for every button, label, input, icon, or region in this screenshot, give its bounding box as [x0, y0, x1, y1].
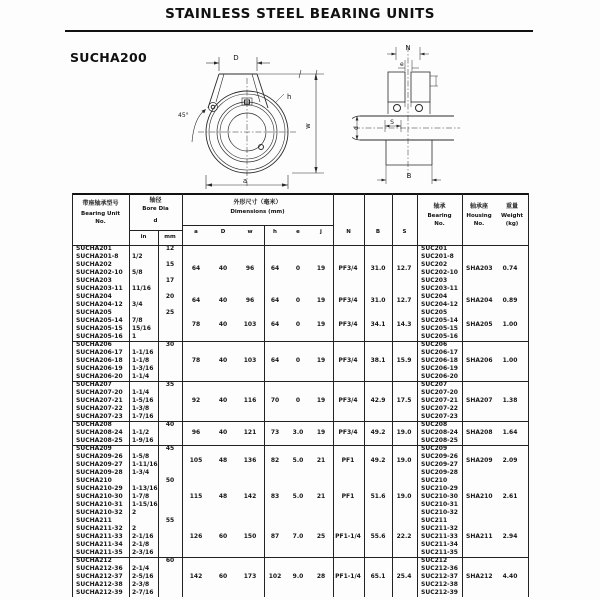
dim-e-cell: 5.0 — [292, 493, 304, 500]
group-separator-line — [72, 557, 528, 558]
bore-in-cell: 1-3/4 — [132, 469, 150, 476]
dim-a-cell: 78 — [191, 321, 201, 328]
col-header-weight-en: Weight — [501, 213, 523, 219]
col-header-bore-d: d — [153, 218, 158, 224]
unit-no-cell: SUCHA210-30 — [76, 493, 123, 500]
dim-h-cell: 64 — [270, 265, 280, 272]
bore-in-cell: 1-1/8 — [132, 357, 150, 364]
bearing-no-cell: SUC210-29 — [421, 485, 458, 492]
bore-in-cell: 1-3/16 — [132, 365, 154, 372]
dim-j-cell: 21 — [316, 457, 326, 464]
dim-a-cell: 115 — [189, 493, 203, 500]
housing-no-cell: SHA205 — [466, 321, 493, 328]
bore-mm-cell: 20 — [165, 293, 175, 300]
dim-D-cell: 40 — [218, 265, 228, 272]
unit-no-cell: SUCHA212-37 — [76, 573, 123, 580]
housing-no-cell: SHA212 — [466, 573, 493, 580]
col-header-unit-zh: 带座轴承型号 — [82, 200, 119, 207]
bearing-no-cell: SUC207-21 — [421, 397, 458, 404]
bearing-no-cell: SUC209-26 — [421, 453, 458, 460]
bore-in-cell: 1-13/16 — [132, 485, 158, 492]
bearing-no-cell: SUC205 — [421, 309, 448, 316]
dims-subheader-line — [182, 225, 333, 226]
bore-in-cell: 1-5/8 — [132, 453, 150, 460]
unit-no-cell: SUCHA201 — [76, 245, 112, 252]
bearing-no-cell: SUC206-18 — [421, 357, 458, 364]
bearing-no-cell: SUC209-27 — [421, 461, 458, 468]
dim-D-cell: 40 — [218, 321, 228, 328]
col-header-dims-en: Dimensions (mm) — [230, 209, 285, 215]
weight-cell: 1.00 — [502, 321, 518, 328]
unit-no-cell: SUCHA212 — [76, 557, 112, 564]
dim-a-cell: 64 — [191, 265, 201, 272]
dim-S-cell: 19.0 — [396, 457, 412, 464]
dim-B-cell: 55.6 — [370, 533, 386, 540]
dim-B-cell: 65.1 — [370, 573, 386, 580]
bearing-no-cell: SUC211-32 — [421, 525, 458, 532]
bore-in-cell: 11/16 — [132, 285, 151, 292]
col-header-unit-en: Bearing Unit — [81, 211, 120, 217]
bearing-no-cell: SUC203-11 — [421, 285, 458, 292]
bore-subheader-line — [129, 230, 182, 231]
dim-S-cell: 19.0 — [396, 493, 412, 500]
unit-no-cell: SUCHA207-20 — [76, 389, 123, 396]
dim-N-cell: PF1-1/4 — [335, 533, 361, 540]
bearing-no-cell: SUC203 — [421, 277, 448, 284]
dim-e-cell: 0 — [295, 357, 301, 364]
col-header-bearing-en: Bearing — [427, 213, 452, 219]
unit-no-cell: SUCHA208-24 — [76, 429, 123, 436]
bearing-no-cell: SUC207-22 — [421, 405, 458, 412]
dim-a-cell: 105 — [189, 457, 203, 464]
weight-cell: 1.38 — [502, 397, 518, 404]
bore-mm-cell: 17 — [165, 277, 175, 284]
unit-no-cell: SUCHA211-33 — [76, 533, 123, 540]
dim-h-cell: 64 — [270, 357, 280, 364]
bearing-no-cell: SUC207-23 — [421, 413, 458, 420]
bore-mm-cell: 15 — [165, 261, 175, 268]
dim-w-cell: 173 — [243, 573, 257, 580]
dim-w-cell: 142 — [243, 493, 257, 500]
dim-w-cell: 103 — [243, 357, 257, 364]
dim-j-cell: 25 — [316, 533, 326, 540]
table-body — [72, 245, 528, 597]
bore-in-cell: 1-1/4 — [132, 389, 150, 396]
dim-B-cell: 38.1 — [370, 357, 386, 364]
unit-no-cell: SUCHA212-36 — [76, 565, 123, 572]
unit-no-cell: SUCHA202-10 — [76, 269, 123, 276]
dim-N-cell: PF1-1/4 — [335, 573, 361, 580]
dim-h-cell: 83 — [270, 493, 280, 500]
bearing-no-cell: SUC206-20 — [421, 373, 458, 380]
dim-a-cell: 142 — [189, 573, 203, 580]
bearing-no-cell: SUC202 — [421, 261, 448, 268]
dim-D-cell: 48 — [218, 457, 228, 464]
bearing-no-cell: SUC204 — [421, 293, 448, 300]
unit-no-cell: SUCHA209 — [76, 445, 112, 452]
bearing-no-cell: SUC208-25 — [421, 437, 458, 444]
bore-mm-cell: 45 — [165, 445, 175, 452]
bore-in-cell: 1-3/8 — [132, 405, 150, 412]
unit-no-cell: SUCHA207-22 — [76, 405, 123, 412]
dim-label-N: N — [405, 44, 411, 52]
bearing-no-cell: SUC208-24 — [421, 429, 458, 436]
bearing-no-cell: SUC202-10 — [421, 269, 458, 276]
dim-B-cell: 31.0 — [370, 297, 386, 304]
front-view-diagram — [172, 44, 332, 194]
col-header-bearing-no: No. — [434, 221, 445, 227]
dim-w-cell: 96 — [245, 297, 255, 304]
unit-no-cell: SUCHA207 — [76, 381, 112, 388]
bore-in-cell: 2-3/8 — [132, 581, 150, 588]
bearing-no-cell: SUC210-31 — [421, 501, 458, 508]
bearing-no-cell: SUC205-15 — [421, 325, 458, 332]
series-label: SUCHA200 — [70, 50, 147, 65]
bore-in-cell: 5/8 — [132, 269, 143, 276]
unit-no-cell: SUCHA205-14 — [76, 317, 123, 324]
bearing-no-cell: SUC211-34 — [421, 541, 458, 548]
spec-table — [72, 193, 528, 597]
dim-a-cell: 92 — [191, 397, 201, 404]
bearing-no-cell: SUC212-38 — [421, 581, 458, 588]
dim-j-cell: 19 — [316, 397, 326, 404]
housing-no-cell: SHA210 — [466, 493, 493, 500]
bore-in-cell: 2 — [132, 509, 137, 516]
table-top-border — [72, 193, 528, 195]
bore-in-cell: 15/16 — [132, 325, 151, 332]
dim-N-cell: PF3/4 — [338, 297, 358, 304]
dim-N-cell: PF3/4 — [338, 357, 358, 364]
col-header-N: N — [346, 229, 351, 235]
dim-label-angle: 45° — [178, 112, 189, 119]
bore-in-cell: 2 — [132, 525, 137, 532]
bearing-no-cell: SUC209 — [421, 445, 448, 452]
dim-S-cell: 12.7 — [396, 297, 412, 304]
col-header-j: j — [320, 229, 322, 235]
weight-cell: 0.89 — [502, 297, 518, 304]
unit-no-cell: SUCHA209-27 — [76, 461, 123, 468]
unit-no-cell: SUCHA211-32 — [76, 525, 123, 532]
dim-w-cell: 150 — [243, 533, 257, 540]
dim-D-cell: 40 — [218, 429, 228, 436]
unit-no-cell: SUCHA203-11 — [76, 285, 123, 292]
dim-B-cell: 34.1 — [370, 321, 386, 328]
unit-no-cell: SUCHA205-15 — [76, 325, 123, 332]
unit-no-cell: SUCHA210-31 — [76, 501, 123, 508]
unit-no-cell: SUCHA206-20 — [76, 373, 123, 380]
unit-no-cell: SUCHA209-28 — [76, 469, 123, 476]
dim-e-cell: 0 — [295, 265, 301, 272]
col-header-unit-no: No. — [95, 219, 106, 225]
bore-mm-cell: 50 — [165, 477, 175, 484]
unit-no-cell: SUCHA210 — [76, 477, 112, 484]
dim-D-cell: 60 — [218, 573, 228, 580]
unit-no-cell: SUCHA207-21 — [76, 397, 123, 404]
housing-no-cell: SHA206 — [466, 357, 493, 364]
unit-no-cell: SUCHA204-12 — [76, 301, 123, 308]
bore-in-cell: 1-5/16 — [132, 397, 154, 404]
dim-j-cell: 19 — [316, 265, 326, 272]
unit-no-cell: SUCHA208-25 — [76, 437, 123, 444]
bearing-no-cell: SUC211-33 — [421, 533, 458, 540]
bearing-no-cell: SUC206-19 — [421, 365, 458, 372]
unit-no-cell: SUCHA203 — [76, 277, 112, 284]
bore-in-cell: 1-7/16 — [132, 413, 154, 420]
col-header-h: h — [273, 229, 277, 235]
bearing-no-cell: SUC207-20 — [421, 389, 458, 396]
unit-no-cell: SUCHA208 — [76, 421, 112, 428]
weight-cell: 1.00 — [502, 357, 518, 364]
unit-no-cell: SUCHA211 — [76, 517, 112, 524]
dim-a-cell: 96 — [191, 429, 201, 436]
table-border-right — [528, 193, 529, 597]
unit-no-cell: SUCHA212-39 — [76, 589, 123, 596]
dim-w-cell: 96 — [245, 265, 255, 272]
weight-cell: 2.61 — [502, 493, 518, 500]
col-header-B: B — [375, 229, 381, 235]
bearing-no-cell: SUC205-14 — [421, 317, 458, 324]
dim-j-cell: 19 — [316, 297, 326, 304]
dim-e-cell: 3.0 — [292, 429, 304, 436]
bore-in-cell: 2-3/16 — [132, 549, 154, 556]
bearing-no-cell: SUC210-32 — [421, 509, 458, 516]
dim-label-D: D — [233, 54, 239, 62]
dim-j-cell: 19 — [316, 321, 326, 328]
section-view-diagram — [352, 44, 462, 194]
dim-w-cell: 136 — [243, 457, 257, 464]
title-rule — [65, 30, 533, 32]
bore-in-cell: 1-7/8 — [132, 493, 150, 500]
dim-e-cell: 7.0 — [292, 533, 304, 540]
col-header-bearing-zh: 轴承 — [433, 203, 446, 210]
bore-in-cell: 1-1/4 — [132, 373, 150, 380]
dim-j-cell: 28 — [316, 573, 326, 580]
dim-w-cell: 116 — [243, 397, 257, 404]
bore-mm-cell: 12 — [165, 245, 175, 252]
bore-in-cell: 1-15/16 — [132, 501, 158, 508]
dim-N-cell: PF3/4 — [338, 397, 358, 404]
bore-in-cell: 2-5/16 — [132, 573, 154, 580]
dim-e-cell: 0 — [295, 297, 301, 304]
dim-S-cell: 15.9 — [396, 357, 412, 364]
unit-no-cell: SUCHA206 — [76, 341, 112, 348]
dim-label-w: w — [304, 123, 312, 129]
unit-no-cell: SUCHA206-19 — [76, 365, 123, 372]
bore-in-cell: 1 — [132, 333, 137, 340]
unit-no-cell: SUCHA205-16 — [76, 333, 123, 340]
bore-in-cell: 1-9/16 — [132, 437, 154, 444]
dim-N-cell: PF1 — [341, 457, 355, 464]
bore-mm-cell: 35 — [165, 381, 175, 388]
col-header-bore-zh: 轴径 — [149, 197, 162, 204]
unit-no-cell: SUCHA211-34 — [76, 541, 123, 548]
dim-label-h: h — [287, 93, 292, 101]
dim-e-cell: 5.0 — [292, 457, 304, 464]
unit-no-cell: SUCHA205 — [76, 309, 112, 316]
unit-no-cell: SUCHA212-38 — [76, 581, 123, 588]
dim-label-a: a — [242, 177, 248, 185]
bearing-no-cell: SUC211-35 — [421, 549, 458, 556]
bore-mm-cell: 55 — [165, 517, 175, 524]
group-separator-line — [72, 445, 528, 446]
col-header-housing-zh: 轴承座 — [469, 203, 488, 210]
unit-no-cell: SUCHA210-29 — [76, 485, 123, 492]
unit-no-cell: SUCHA204 — [76, 293, 112, 300]
bore-in-cell: 1-11/16 — [132, 461, 158, 468]
bore-in-cell: 2-1/16 — [132, 533, 154, 540]
dim-e-cell: 9.0 — [292, 573, 304, 580]
weight-cell: 4.40 — [502, 573, 518, 580]
bearing-no-cell: SUC212-36 — [421, 565, 458, 572]
dim-h-cell: 73 — [270, 429, 280, 436]
dim-j-cell: 21 — [316, 493, 326, 500]
dim-a-cell: 64 — [191, 297, 201, 304]
housing-no-cell: SHA209 — [466, 457, 493, 464]
bore-in-cell: 2-1/8 — [132, 541, 150, 548]
bore-in-cell: 1-1/2 — [132, 429, 150, 436]
bore-mm-cell: 30 — [165, 341, 175, 348]
bore-in-cell: 2-7/16 — [132, 589, 154, 596]
dim-B-cell: 51.6 — [370, 493, 386, 500]
dim-j-cell: 19 — [316, 357, 326, 364]
dim-a-cell: 126 — [189, 533, 203, 540]
dim-label-S: S — [390, 119, 394, 126]
bearing-no-cell: SUC201-8 — [421, 253, 454, 260]
dim-S-cell: 12.7 — [396, 265, 412, 272]
dim-D-cell: 60 — [218, 533, 228, 540]
group-separator-line — [72, 421, 528, 422]
bearing-no-cell: SUC204-12 — [421, 301, 458, 308]
dim-N-cell: PF1 — [341, 493, 355, 500]
weight-cell: 0.74 — [502, 265, 518, 272]
unit-no-cell: SUCHA202 — [76, 261, 112, 268]
dim-w-cell: 103 — [243, 321, 257, 328]
dim-label-e: e — [400, 61, 404, 68]
bearing-no-cell: SUC208 — [421, 421, 448, 428]
col-header-w: w — [247, 229, 253, 235]
unit-no-cell: SUCHA201-8 — [76, 253, 119, 260]
bore-in-cell: 1-1/16 — [132, 349, 154, 356]
dim-j-cell: 19 — [316, 429, 326, 436]
housing-no-cell: SHA204 — [466, 297, 493, 304]
bore-in-cell: 2-1/4 — [132, 565, 150, 572]
bore-in-cell: 7/8 — [132, 317, 143, 324]
col-header-housing-no: No. — [473, 221, 485, 227]
unit-no-cell: SUCHA209-26 — [76, 453, 123, 460]
col-header-S: S — [402, 229, 407, 235]
dim-h-cell: 87 — [270, 533, 280, 540]
unit-no-cell: SUCHA206-17 — [76, 349, 123, 356]
dim-label-d: d — [353, 126, 360, 130]
group-separator-line — [72, 381, 528, 382]
unit-no-cell: SUCHA206-18 — [76, 357, 123, 364]
housing-no-cell: SHA211 — [466, 533, 493, 540]
bearing-no-cell: SUC212-39 — [421, 589, 458, 596]
dim-h-cell: 82 — [270, 457, 280, 464]
col-header-dims-zh: 外形尺寸（毫米） — [233, 199, 282, 206]
bearing-no-cell: SUC210 — [421, 477, 448, 484]
weight-cell: 2.09 — [502, 457, 518, 464]
col-header-bore-in: in — [140, 234, 147, 240]
col-header-bore-mm: mm — [164, 234, 176, 240]
bore-mm-cell: 25 — [165, 309, 175, 316]
dim-B-cell: 31.0 — [370, 265, 386, 272]
dim-e-cell: 0 — [295, 321, 301, 328]
dim-B-cell: 42.9 — [370, 397, 386, 404]
dim-S-cell: 25.4 — [396, 573, 412, 580]
dim-label-B: B — [406, 172, 412, 180]
bearing-no-cell: SUC207 — [421, 381, 448, 388]
dim-D-cell: 48 — [218, 493, 228, 500]
group-separator-line — [72, 341, 528, 342]
bearing-no-cell: SUC210-30 — [421, 493, 458, 500]
dim-h-cell: 64 — [270, 321, 280, 328]
bore-in-cell: 3/4 — [132, 301, 143, 308]
dim-N-cell: PF3/4 — [338, 265, 358, 272]
unit-no-cell: SUCHA210-32 — [76, 509, 123, 516]
dim-D-cell: 40 — [218, 297, 228, 304]
bore-in-cell: 1/2 — [132, 253, 143, 260]
dim-N-cell: PF3/4 — [338, 321, 358, 328]
dim-h-cell: 64 — [270, 297, 280, 304]
bearing-no-cell: SUC211 — [421, 517, 448, 524]
col-header-bore-en: Bore Dia — [142, 206, 169, 212]
housing-no-cell: SHA203 — [466, 265, 493, 272]
col-header-weight-zh: 重量 — [505, 203, 518, 210]
dim-D-cell: 40 — [218, 357, 228, 364]
col-header-housing-en: Housing — [466, 213, 492, 219]
dim-a-cell: 78 — [191, 357, 201, 364]
unit-no-cell: SUCHA211-35 — [76, 549, 123, 556]
dim-B-cell: 49.2 — [370, 429, 386, 436]
dim-N-cell: PF3/4 — [338, 429, 358, 436]
dim-S-cell: 22.2 — [396, 533, 412, 540]
bearing-no-cell: SUC212 — [421, 557, 448, 564]
dim-e-cell: 0 — [295, 397, 301, 404]
housing-no-cell: SHA208 — [466, 429, 493, 436]
housing-no-cell: SHA207 — [466, 397, 493, 404]
col-header-a: a — [194, 229, 198, 235]
bearing-no-cell: SUC209-28 — [421, 469, 458, 476]
col-header-D: D — [220, 229, 226, 235]
weight-cell: 1.64 — [502, 429, 518, 436]
dim-D-cell: 40 — [218, 397, 228, 404]
dim-w-cell: 121 — [243, 429, 257, 436]
page-title: STAINLESS STEEL BEARING UNITS — [165, 6, 435, 22]
dim-h-cell: 70 — [270, 397, 280, 404]
bearing-no-cell: SUC205-16 — [421, 333, 458, 340]
col-header-e: e — [296, 229, 300, 235]
dim-S-cell: 14.3 — [396, 321, 412, 328]
col-header-weight-unit: (kg) — [505, 221, 519, 227]
bearing-no-cell: SUC212-37 — [421, 573, 458, 580]
bearing-no-cell: SUC201 — [421, 245, 448, 252]
dim-S-cell: 19.0 — [396, 429, 412, 436]
bore-mm-cell: 60 — [165, 557, 175, 564]
bearing-no-cell: SUC206-17 — [421, 349, 458, 356]
unit-no-cell: SUCHA207-23 — [76, 413, 123, 420]
dim-S-cell: 17.5 — [396, 397, 412, 404]
dim-h-cell: 102 — [268, 573, 282, 580]
dim-B-cell: 49.2 — [370, 457, 386, 464]
bore-mm-cell: 40 — [165, 421, 175, 428]
weight-cell: 2.94 — [502, 533, 518, 540]
bearing-no-cell: SUC206 — [421, 341, 448, 348]
